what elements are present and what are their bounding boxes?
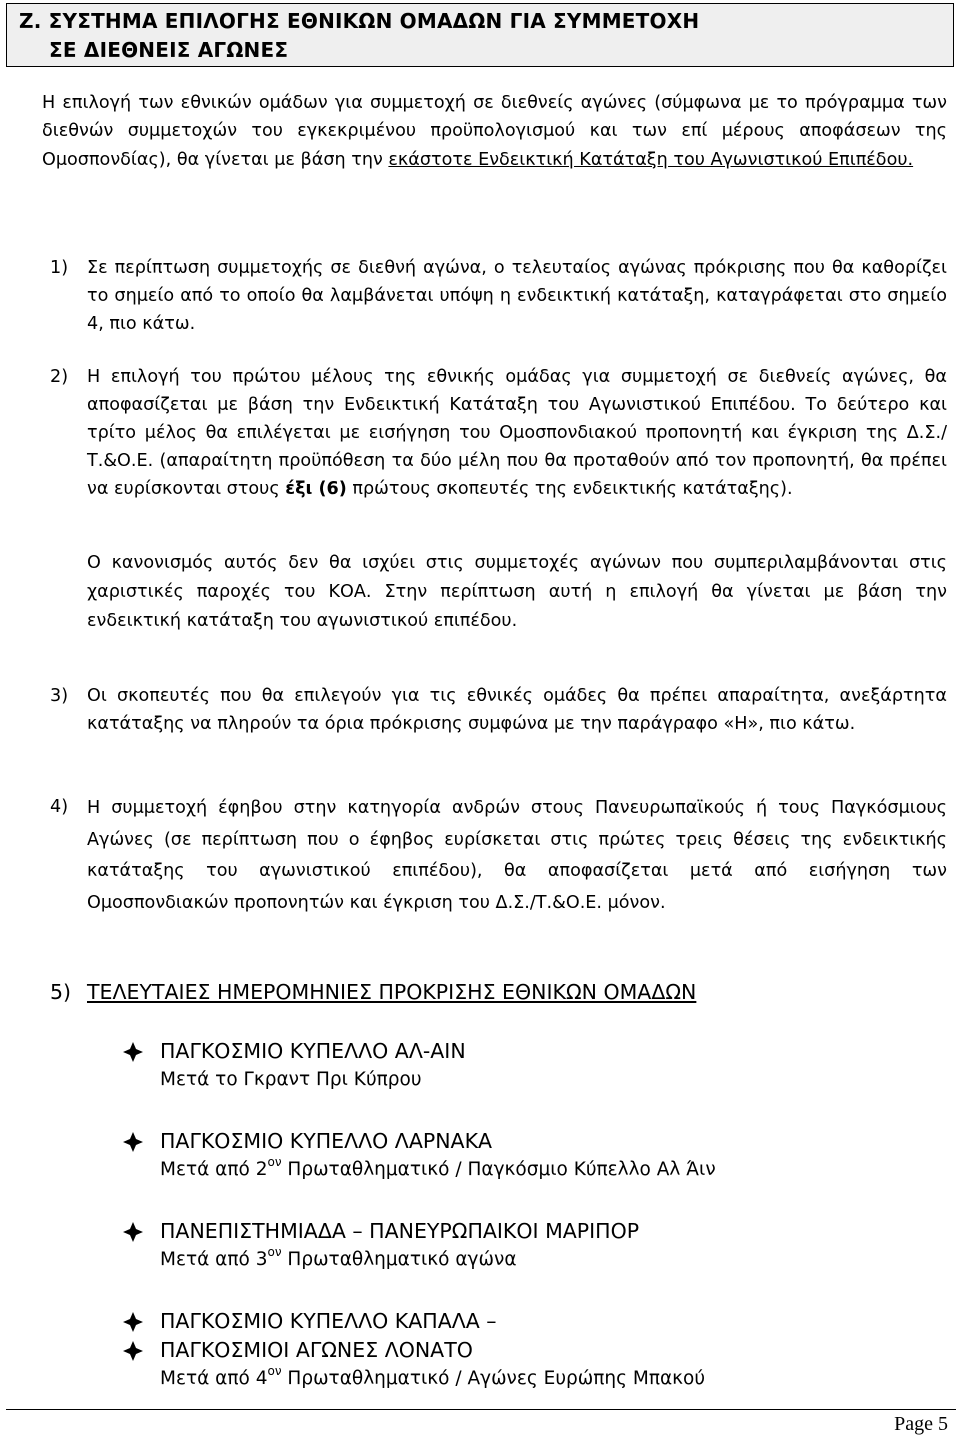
bullet-title: ΠΑΓΚΟΣΜΙΟ ΚΥΠΕΛΛΟ ΚΑΠΑΛΑ – (160, 1309, 497, 1333)
list-item-text (87, 363, 947, 503)
list-item-number: 4) (50, 797, 69, 817)
bullet-line (122, 1217, 842, 1246)
list-item-number: 1) (50, 258, 69, 278)
diamond-bullet-icon (122, 1131, 144, 1153)
bullet-subtitle (160, 1066, 842, 1094)
diamond-bullet-icon (122, 1311, 144, 1333)
bullet-line (122, 1127, 842, 1156)
bullet-subtitle (160, 1365, 842, 1393)
bullet-item (122, 1217, 842, 1274)
list-item-number: 2) (50, 367, 69, 387)
list-item-text-part: Η επιλογή του πρώτου μέλους της εθνικής ομάδας για συμμετοχή σε διεθνείς αγώνες, θα αποφασίζεται με βάση την Ενδεικτική Κατάταξη του Αγωνιστικού Επιπέδου. Το δεύτερο και τρίτο μέλος θα επιλέγεται με εισήγηση του Ομοσπονδιακού προπονητή και έγκριση της Δ.Σ./Τ.&Ο.Ε. (απαραίτητη προϋπόθεση τα δύο μέλη που θα προταθούν από τον προπονητή, θα πρέπει να ευρίσκονται στους (87, 367, 947, 499)
bullet-title: ΠΑΝΕΠΙΣΤΗΜΙΑΔΑ – ΠΑΝΕΥΡΩΠΑΙΚΟΙ ΜΑΡΙΠΟΡ (160, 1219, 640, 1243)
footer-divider (6, 1409, 956, 1410)
intro-underlined-text: εκάστοτε Ενδεικτική Κατάταξη του Αγωνιστικού Επιπέδου. (388, 149, 914, 170)
bullet-title: ΠΑΓΚΟΣΜΙΟΙ ΑΓΩΝΕΣ ΛΟΝΑΤΟ (160, 1338, 473, 1362)
bullet-subtitle-text: Μετά το Γκραντ Πρι Κύπρου (160, 1069, 422, 1090)
list-item-3 (50, 682, 947, 738)
bullet-title: ΠΑΓΚΟΣΜΙΟ ΚΥΠΕΛΛΟ ΛΑΡΝΑΚΑ (160, 1129, 493, 1153)
list-item-4 (50, 793, 947, 919)
list-item-number: 3) (50, 686, 69, 706)
heading-line-2: ΣΕ ΔΙΕΘΝΕΙΣ ΑΓΩΝΕΣ (49, 38, 289, 62)
page-number: Page 5 (894, 1413, 948, 1435)
list-item-text: Οι σκοπευτές που θα επιλεγούν για τις εθνικές ομάδες θα πρέπει απαραίτητα, ανεξάρτητα κατάταξης να πληρούν τα όρια πρόκρισης συμφώνα με την παράγραφο «Η», πιο κάτω. (87, 686, 947, 734)
list-item-text: Η συμμετοχή έφηβου στην κατηγορία ανδρών στους Πανευρωπαϊκούς ή τους Παγκόσμιους Αγώνες (σε περίπτωση που ο έφηβος ευρίσκεται στις πρώτες τρεις θέσεις της ενδεικτικής κατάταξης του αγωνιστικού επιπέδου), θα αποφασίζεται μετά από εισήγηση των Ομοσπονδιακών προπονητών και έγκριση του Δ.Σ./Τ.&Ο.Ε. μόνον. (87, 798, 947, 913)
bullet-item (122, 1037, 842, 1094)
bullet-subtitle-text: Μετά από 4 (160, 1368, 268, 1389)
bullet-line (122, 1037, 842, 1066)
section-5-title: ΤΕΛΕΥΤΑΙΕΣ ΗΜΕΡΟΜΗΝΙΕΣ ΠΡΟΚΡΙΣΗΣ ΕΘΝΙΚΩΝ ΟΜΑΔΩΝ (87, 980, 697, 1004)
bullet-title: ΠΑΓΚΟΣΜΙΟ ΚΥΠΕΛΛΟ ΑΛ-ΑΙΝ (160, 1039, 466, 1063)
list-item-text: Σε περίπτωση συμμετοχής σε διεθνή αγώνα, ο τελευταίος αγώνας πρόκρισης που θα καθορίζει το σημείο από το οποίο θα λαμβάνεται υπόψη η ενδεικτική κατάταξη, καταγράφεται στο σημείο 4, πιο κάτω. (87, 258, 947, 334)
section-5-number: 5) (50, 980, 72, 1004)
diamond-bullet-icon (122, 1041, 144, 1063)
bullet-item (122, 1307, 842, 1393)
bullet-subtitle-text: Πρωταθληματικό αγώνα (281, 1249, 517, 1270)
note-paragraph: Ο κανονισμός αυτός δεν θα ισχύει στις συμμετοχές αγώνων που συμπεριλαμβάνονται στις χαριστικές παροχές του ΚΟΑ. Στην περίπτωση αυτή η επιλογή θα γίνεται με βάση την ενδεικτική κατάταξη του αγωνιστικού επιπέδου. (87, 553, 947, 631)
bullet-line (122, 1307, 842, 1336)
list-item-2 (50, 363, 947, 503)
section-5-heading (50, 976, 696, 1008)
bullet-subtitle-text: Πρωταθληματικό / Παγκόσμιο Κύπελλο Αλ Άιν (281, 1159, 716, 1180)
ordinal-superscript: ον (267, 1244, 282, 1259)
bullet-line (122, 1336, 842, 1365)
bullet-subtitle (160, 1246, 842, 1274)
list-item-text-part: πρώτους σκοπευτές της ενδεικτικής κατάταξης). (346, 479, 793, 499)
intro-paragraph (42, 89, 947, 174)
bold-count: έξι (6) (285, 479, 347, 499)
heading-line-1: Ζ. ΣΥΣΤΗΜΑ ΕΠΙΛΟΓΗΣ ΕΘΝΙΚΩΝ ΟΜΑΔΩΝ ΓΙΑ ΣΥΜΜΕΤΟΧΗ (19, 9, 700, 33)
section-heading (6, 3, 954, 67)
ordinal-superscript: ον (267, 1154, 282, 1169)
bullet-subtitle (160, 1156, 842, 1184)
bullet-item (122, 1127, 842, 1184)
list-item-1 (50, 254, 947, 338)
bullet-subtitle-text: Μετά από 3 (160, 1249, 268, 1270)
bullet-subtitle-text: Μετά από 2 (160, 1159, 268, 1180)
diamond-bullet-icon (122, 1221, 144, 1243)
ordinal-superscript: ον (267, 1363, 282, 1378)
bullet-subtitle-text: Πρωταθληματικό / Αγώνες Ευρώπης Μπακού (281, 1368, 706, 1389)
intro-text: Η επιλογή των εθνικών ομάδων για συμμετοχή σε διεθνείς αγώνες (σύμφωνα με το πρόγραμμα των διεθνών συμμετοχών του εγκεκριμένου προϋπολογισμού και των επί μέρους αποφάσεων της Ομοσπονδίας), θα γίνεται με βάση την (42, 93, 947, 170)
diamond-bullet-icon (122, 1340, 144, 1362)
